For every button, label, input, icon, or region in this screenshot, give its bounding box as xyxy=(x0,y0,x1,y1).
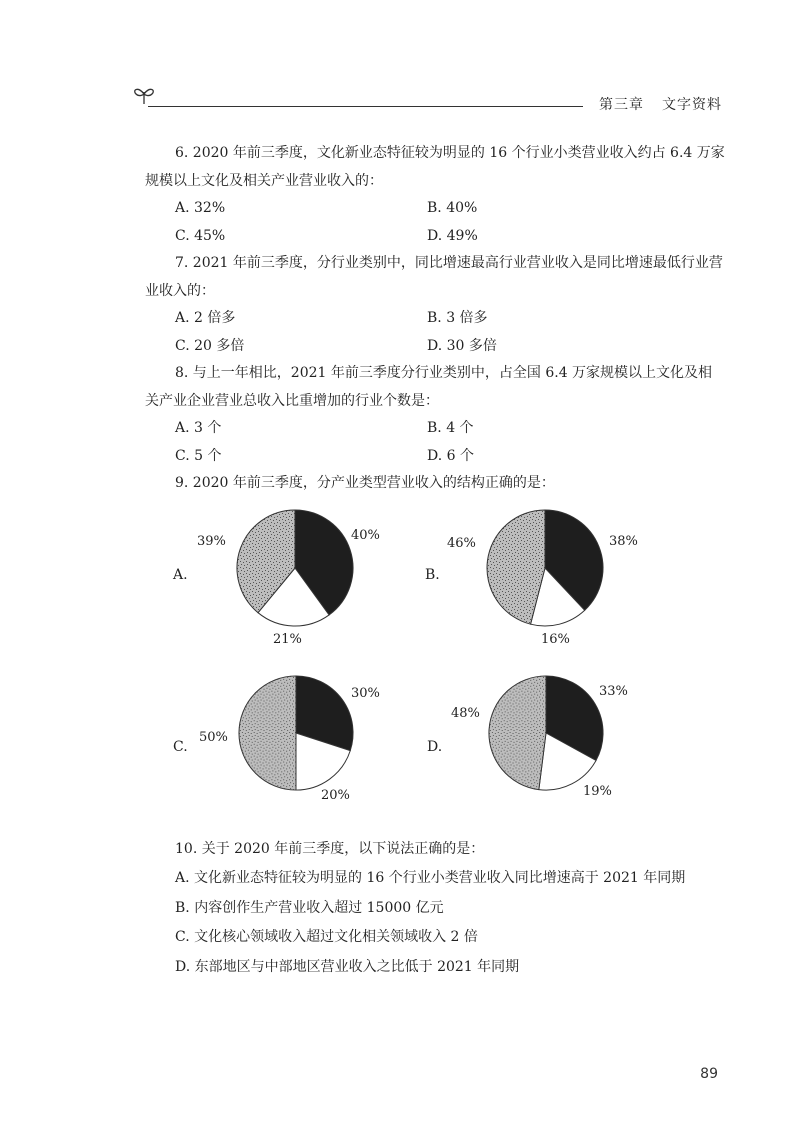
page-number: 89 xyxy=(700,1066,718,1082)
question-6-text: 6. 2020 年前三季度，文化新业态特征较为明显的 16 个行业小类营业收入约占 6.4 万家规模以上文化及相关产业营业收入的： xyxy=(145,145,725,189)
question-10-options xyxy=(145,865,725,981)
option-6d: D. 49% xyxy=(427,227,478,244)
pie-option-c xyxy=(165,666,425,831)
pie-d-letter: D. xyxy=(427,738,443,755)
option-7a: A. 2 倍多 xyxy=(175,310,236,326)
question-7-options xyxy=(145,305,725,360)
pie-option-a xyxy=(165,500,425,665)
pie-a-letter: A. xyxy=(173,566,188,583)
pie-d xyxy=(485,672,607,794)
pie-option-b xyxy=(417,500,677,665)
question-10-text: 10. 关于 2020 年前三季度，以下说法正确的是： xyxy=(175,840,485,857)
pie-b-light-label: 46% xyxy=(447,535,476,551)
pie-a-dark-label: 40% xyxy=(351,527,380,543)
option-8c: C. 5 个 xyxy=(175,447,222,464)
question-8-text: 8. 与上一年相比，2021 年前三季度分行业类别中，占全国 6.4 万家规模以上文化及相关产业企业营业总收入比重增加的行业个数是： xyxy=(145,365,713,409)
pie-b-white-label: 16% xyxy=(541,631,570,647)
pie-d-dark-label: 33% xyxy=(599,683,628,699)
pie-slice-light xyxy=(489,675,546,789)
chapter-title: 文字资料 xyxy=(662,97,722,113)
pie-a-light-label: 39% xyxy=(197,533,226,549)
question-content xyxy=(145,140,725,983)
header-rule xyxy=(148,106,583,107)
pie-d-white-label: 19% xyxy=(583,783,612,799)
option-10d: D. 东部地区与中部地区营业收入之比低于 2021 年同期 xyxy=(175,958,520,975)
pie-b-dark-label: 38% xyxy=(609,533,638,549)
pie-d-light-label: 48% xyxy=(451,705,480,721)
option-7d: D. 30 多倍 xyxy=(427,337,497,354)
option-10a: A. 文化新业态特征较为明显的 16 个行业小类营业收入同比增速高于 2021 年同期 xyxy=(175,870,686,886)
pie-c-letter: C. xyxy=(173,738,188,755)
option-7c: C. 20 多倍 xyxy=(175,337,245,354)
pie-slice-light xyxy=(239,675,296,789)
pie-a-white-label: 21% xyxy=(273,631,302,647)
option-6b: B. 40% xyxy=(427,200,478,216)
pie-c xyxy=(235,672,357,794)
option-8d: D. 6 个 xyxy=(427,447,474,464)
option-6a: A. 32% xyxy=(175,200,226,216)
option-8a: A. 3 个 xyxy=(175,420,222,436)
question-7-text: 7. 2021 年前三季度，分行业类别中，同比增速最高行业营业收入是同比增速最低行业营业收入的： xyxy=(145,255,723,299)
pie-c-light-label: 50% xyxy=(199,729,228,745)
pie-c-white-label: 20% xyxy=(321,787,350,803)
pie-a xyxy=(233,506,357,630)
option-10c: C. 文化核心领域收入超过文化相关领域收入 2 倍 xyxy=(175,929,478,945)
question-6-options xyxy=(145,195,725,250)
pie-option-d xyxy=(417,666,677,831)
pie-c-dark-label: 30% xyxy=(351,685,380,701)
pie-chart-options xyxy=(145,500,725,830)
option-6c: C. 45% xyxy=(175,227,226,244)
pie-b-letter: B. xyxy=(425,566,440,583)
option-7b: B. 3 倍多 xyxy=(427,310,488,326)
pie-b xyxy=(483,506,607,630)
chapter-heading xyxy=(599,94,722,114)
question-8-options xyxy=(145,415,725,470)
option-10b: B. 内容创作生产营业收入超过 15000 亿元 xyxy=(175,899,444,916)
option-8b: B. 4 个 xyxy=(427,420,474,436)
chapter-number: 第三章 xyxy=(599,97,644,113)
question-9-text: 9. 2020 年前三季度，分产业类型营业收入的结构正确的是： xyxy=(175,475,555,491)
